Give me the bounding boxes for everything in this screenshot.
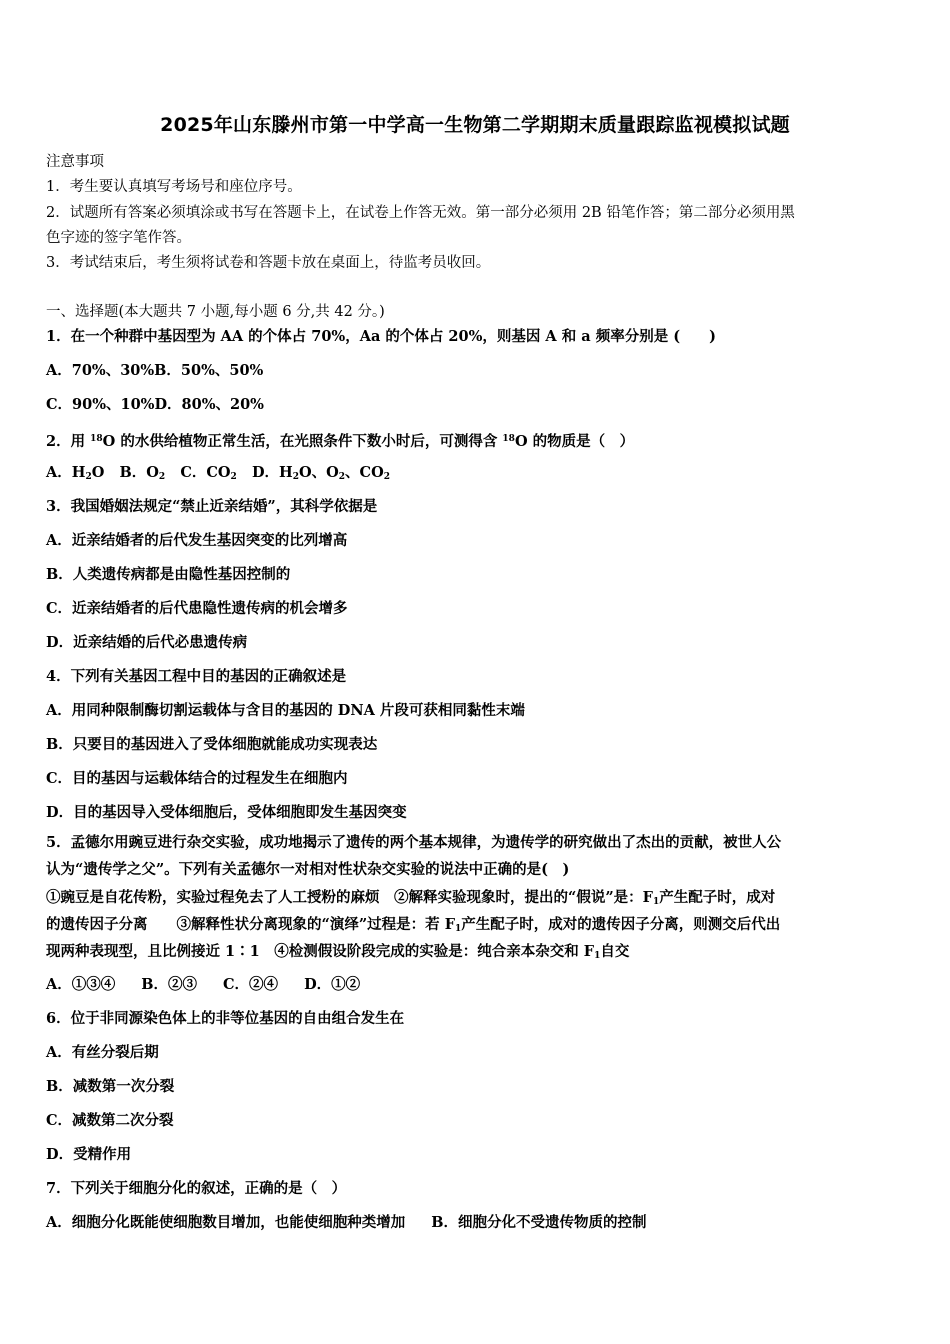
option-a: A．细胞分化既能使细胞数目增加，也能使细胞种类增加: [46, 1214, 406, 1231]
question-2-options: [46, 463, 908, 487]
question-3-option-c: C．近亲结婚者的后代患隐性遗传病的机会增多: [46, 600, 348, 617]
question-4-option-c: C．目的基因与运载体结合的过程发生在细胞内: [46, 770, 348, 787]
option-c: C．②④: [223, 976, 279, 993]
section-heading: 一、选择题(本大题共 7 小题,每小题 6 分,共 42 分。): [46, 304, 385, 320]
question-2-stem: 2．用 $^{18}$O 的水供给植物正常生活，在光照条件下数小时后，可测得含 $^{18}$O 的物质是（ ）: [46, 433, 635, 450]
question-3-option-b: B．人类遗传病都是由隐性基因控制的: [46, 566, 291, 583]
question-5-statement: 现两种表现型，且比例接近 1∶1 ④检测假设阶段完成的实验是：纯合亲本杂交和 $F_1$自交: [46, 943, 630, 961]
question-6-option-c: C．减数第二次分裂: [46, 1112, 174, 1129]
question-6-option-b: B．减数第一次分裂: [46, 1078, 175, 1095]
question-1-options-ab: A．70%、30%B．50%、50%: [46, 362, 264, 379]
question-5-statement: 的遗传因子分离 ③解释性状分离现象的“演绎”过程是：若 $F_1$产生配子时，成对的遗传因子分离，则测交后代出: [46, 916, 781, 934]
question-5-stem: 5．孟德尔用豌豆进行杂交实验，成功地揭示了遗传的两个基本规律，为遗传学的研究做出了杰出的贡献，被世人公: [46, 834, 782, 851]
question-3-option-a: A．近亲结婚者的后代发生基因突变的比列增高: [46, 532, 348, 549]
notice-item: 色字迹的签字笔作答。: [46, 230, 191, 246]
option-d: D．①②: [304, 976, 361, 993]
option-a: A．$H_2O$: [46, 464, 105, 482]
question-6-option-d: D．受精作用: [46, 1146, 132, 1163]
question-7-options: [46, 1213, 908, 1233]
question-3-stem: 3．我国婚姻法规定“禁止近亲结婚”，其科学依据是: [46, 498, 378, 515]
question-4-option-a: A．用同种限制酶切割运载体与含目的基因的 DNA 片段可获相同黏性末端: [46, 702, 525, 719]
question-7-stem: 7．下列关于细胞分化的叙述，正确的是（ ）: [46, 1180, 347, 1197]
option-d: D．$H_2O$、$O_2$、$CO_2$: [251, 464, 390, 482]
question-5-options: [46, 975, 908, 995]
notice-item: 3．考试结束后，考生须将试卷和答题卡放在桌面上，待监考员收回。: [46, 255, 491, 271]
option-c: C．$CO_2$: [180, 464, 237, 482]
option-b: B．$O_2$: [119, 464, 166, 482]
question-4-stem: 4．下列有关基因工程中目的基因的正确叙述是: [46, 668, 347, 685]
question-6-stem: 6．位于非同源染色体上的非等位基因的自由组合发生在: [46, 1010, 405, 1027]
question-6-option-a: A．有丝分裂后期: [46, 1044, 159, 1061]
question-4-option-d: D．目的基因导入受体细胞后，受体细胞即发生基因突变: [46, 804, 407, 821]
page-title: 2025年山东滕州市第一中学高一生物第二学期期末质量跟踪监视模拟试题: [160, 114, 790, 136]
notice-heading: 注意事项: [46, 154, 104, 170]
question-3-option-d: D．近亲结婚的后代必患遗传病: [46, 634, 248, 651]
question-5-stem-cont: 认为“遗传学之父”。下列有关孟德尔一对相对性状杂交实验的说法中正确的是( ): [46, 861, 570, 878]
option-b: B．②③: [141, 976, 198, 993]
question-5-statement: ①豌豆是自花传粉，实验过程免去了人工授粉的麻烦 ②解释实验现象时，提出的“假说”是：$F_1$产生配子时，成对: [46, 889, 776, 907]
option-b: B．细胞分化不受遗传物质的控制: [431, 1214, 647, 1231]
question-1-stem: 1．在一个种群中基因型为 AA 的个体占 70%，Aa 的个体占 20%，则基因 A 和 a 频率分别是 ( ): [46, 328, 716, 345]
option-a: A．①③④: [46, 976, 116, 993]
question-1-options-cd: C．90%、10%D．80%、20%: [46, 396, 264, 413]
notice-item: 1．考生要认真填写考场号和座位序号。: [46, 179, 302, 195]
question-4-option-b: B．只要目的基因进入了受体细胞就能成功实现表达: [46, 736, 378, 753]
notice-item: 2．试题所有答案必须填涂或书写在答题卡上，在试卷上作答无效。第一部分必须用 2B 铅笔作答；第二部分必须用黑: [46, 205, 795, 221]
